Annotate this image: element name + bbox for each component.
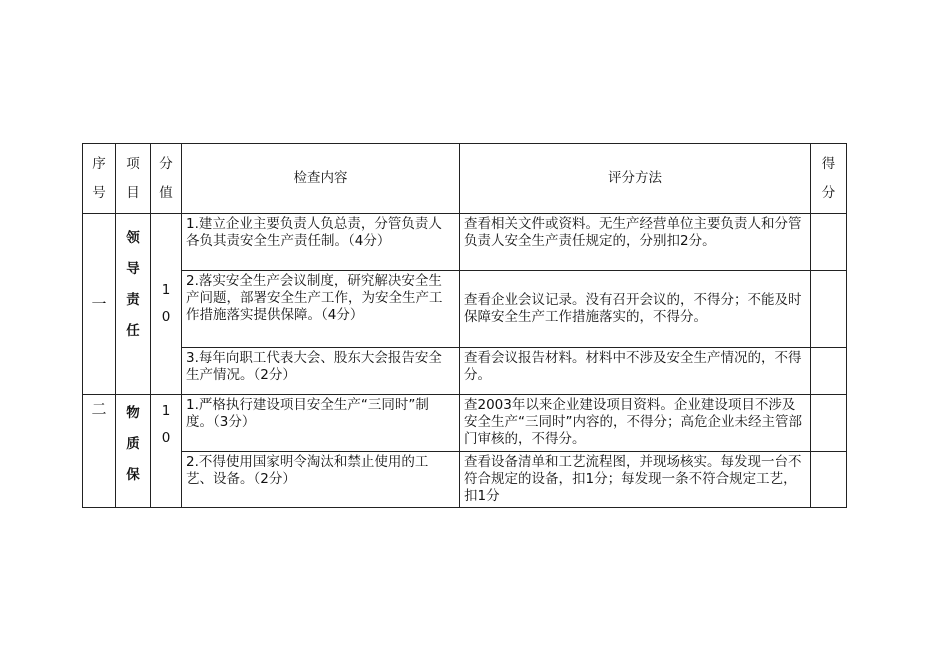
header-row xyxy=(83,144,847,214)
section-project xyxy=(116,214,151,395)
table-row xyxy=(83,214,847,271)
header-seq-char-2: 号 xyxy=(92,184,106,201)
header-points-char-1: 分 xyxy=(159,155,173,172)
score-cell[interactable] xyxy=(811,395,847,452)
header-project xyxy=(116,144,151,214)
section-points xyxy=(151,395,182,508)
check-content: 1.严格执行建设项目安全生产“三同时”制度。（3分） xyxy=(182,395,460,452)
header-score xyxy=(811,144,847,214)
check-content: 2.不得使用国家明令淘汰和禁止使用的工艺、设备。（2分） xyxy=(182,452,460,508)
scoring-method: 查看会议报告材料。材料中不涉及安全生产情况的，不得分。 xyxy=(460,348,811,395)
header-method: 评分方法 xyxy=(460,144,811,214)
header-points xyxy=(151,144,182,214)
section-project xyxy=(116,395,151,508)
points-digit: 0 xyxy=(161,309,171,325)
scoring-method: 查2003年以来企业建设项目资料。企业建设项目不涉及安全生产“三同时”内容的，不得分；高危企业未经主管部门审核的，不得分。 xyxy=(460,395,811,452)
project-char: 导 xyxy=(126,261,140,277)
project-char: 保 xyxy=(126,467,140,483)
project-char: 领 xyxy=(126,230,140,246)
scoring-method: 查看设备清单和工艺流程图，并现场核实。每发现一台不符合规定的设备，扣1分；每发现一条不符合规定工艺，扣1分 xyxy=(460,452,811,508)
points-digit: 1 xyxy=(161,403,171,419)
header-points-char-2: 值 xyxy=(159,184,173,201)
header-seq xyxy=(83,144,116,214)
header-content: 检查内容 xyxy=(182,144,460,214)
table-row xyxy=(83,271,847,348)
project-char: 任 xyxy=(126,323,140,339)
check-content: 2.落实安全生产会议制度，研究解决安全生产问题，部署安全生产工作，为安全生产工作措施落实提供保障。（4分） xyxy=(182,271,460,348)
table-row xyxy=(83,395,847,452)
project-char: 物 xyxy=(126,405,140,421)
check-content: 1.建立企业主要负责人负总责，分管负责人各负其责安全生产责任制。（4分） xyxy=(182,214,460,271)
table-row xyxy=(83,348,847,395)
score-cell[interactable] xyxy=(811,348,847,395)
header-project-char-1: 项 xyxy=(126,155,140,172)
score-cell[interactable] xyxy=(811,452,847,508)
project-char: 责 xyxy=(126,292,140,308)
scoring-method: 查看相关文件或资料。无生产经营单位主要负责人和分管负责人安全生产责任规定的，分别扣2分。 xyxy=(460,214,811,271)
check-content: 3.每年向职工代表大会、股东大会报告安全生产情况。（2分） xyxy=(182,348,460,395)
header-seq-char-1: 序 xyxy=(92,155,106,172)
scoring-method: 查看企业会议记录。没有召开会议的，不得分；不能及时保障安全生产工作措施落实的，不得分。 xyxy=(460,271,811,348)
inspection-table xyxy=(82,143,847,508)
score-cell[interactable] xyxy=(811,271,847,348)
section-seq: 一 xyxy=(83,214,116,395)
points-digit: 0 xyxy=(161,430,171,446)
section-seq: 二 xyxy=(83,395,116,508)
header-score-char-1: 得 xyxy=(821,155,836,172)
score-cell[interactable] xyxy=(811,214,847,271)
header-score-char-2: 分 xyxy=(821,184,836,201)
points-digit: 1 xyxy=(161,282,171,298)
table-row xyxy=(83,452,847,508)
section-points xyxy=(151,214,182,395)
project-char: 质 xyxy=(126,436,140,452)
header-project-char-2: 目 xyxy=(126,184,140,201)
